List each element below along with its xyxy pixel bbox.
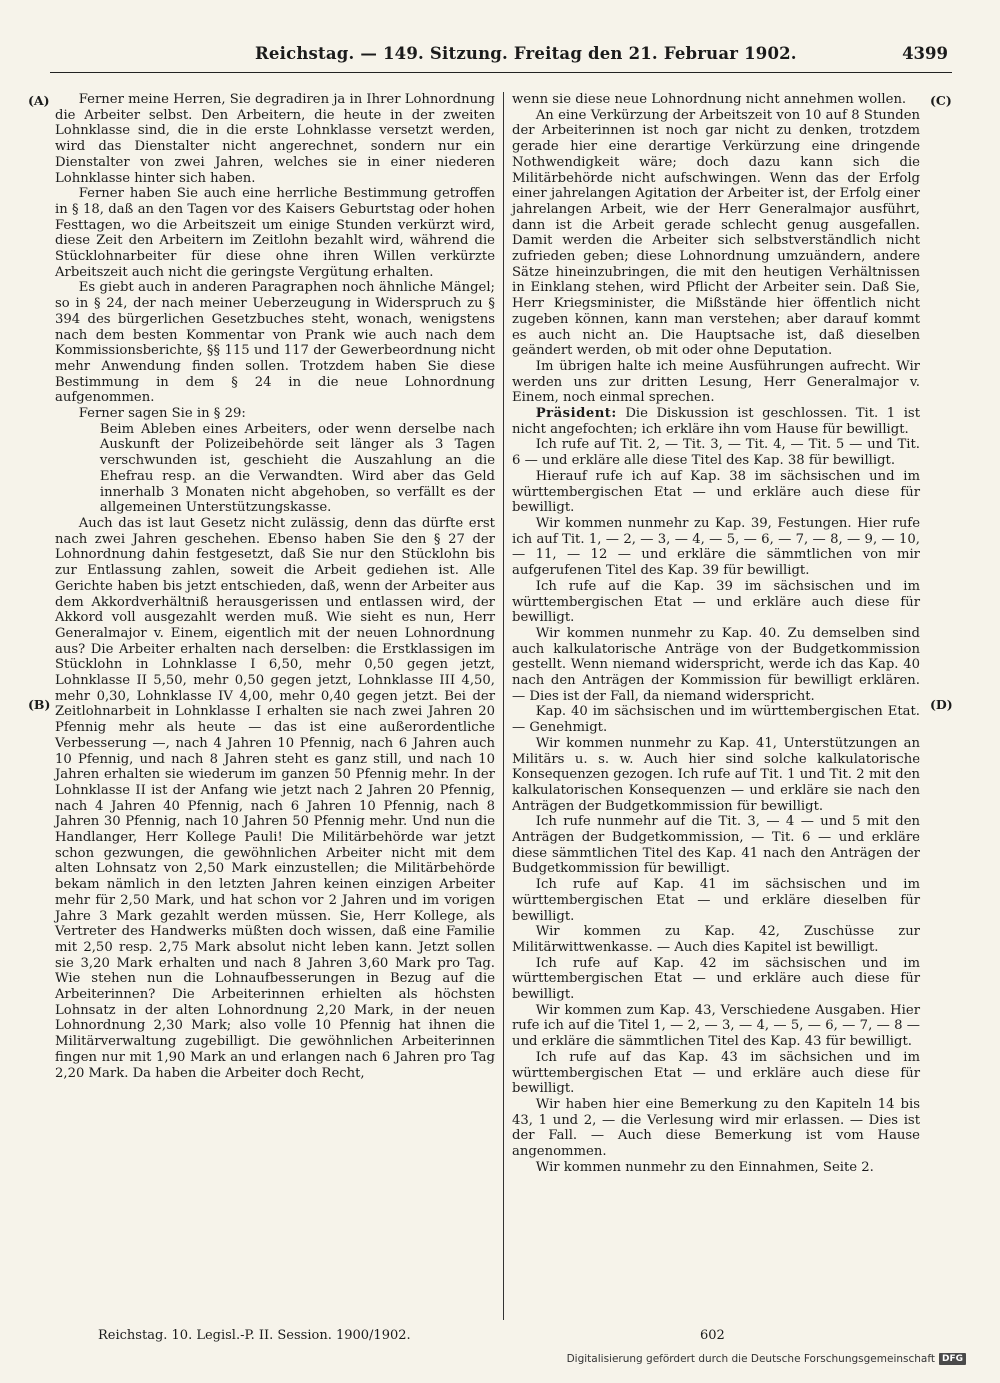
speaker-label: Präsident: [535,406,617,422]
margin-marker-a: (A) [28,93,50,108]
column-divider [503,92,504,1320]
paragraph: Auch das ist laut Gesetz nicht zulässig, denn das dürfte erst nach zwei Jahren geschehen. Ebenso haben Sie den § 27 der Lohnordnung dahin festgesetzt, daß Sie nur den Stücklohn bis zur Entlassung zahlen, soweit die Arbeit gediehen ist. Alle Gerichte haben bis jetzt entschieden, daß, wenn der Arbeiter aus dem Akkordverhältniß herausgerissen und entlassen wird, der Akkord voll ausgezahlt werden muß. Wie sieht es nun, Herr Generalmajor v. Einem, eigentlich mit der neuen Lohnordnung aus? Die Arbeiter erhalten nach derselben: die Erstklassigen im Stücklohn in Lohnklasse I 6,50, mehr 0,50 gegen jetzt, Lohnklasse II 5,50, mehr 0,50 gegen jetzt, Lohnklasse III 4,50, mehr 0,30, Lohnklasse IV 4,00, mehr 0,40 gegen jetzt. Bei der Zeitlohnarbeit in Lohnklasse I erhalten sie nach zwei Jahren 20 Pfennig mehr als heute — das ist eine außerordentliche Verbesserung —, nach 4 Jahren 10 Pfennig, nach 6 Jahren auch 10 Pfennig, und nach 8 Jahren steht es ganz still, und nach 10 Jahren erhalten sie wiederum im ganzen 50 Pfennig mehr. In der Lohnklasse II ist der Anfang wie jetzt nach 2 Jahren 20 Pfennig, nach 4 Jahren 40 Pfennig, nach 6 Jahren 10 Pfennig, nach 8 Jahren 30 Pfennig, nach 10 Jahren 50 Pfennig mehr. Und nun die Handlanger, Herr Kollege Pauli! Die Militärbehörde war jetzt schon gezwungen, die gewöhnlichen Arbeiter nicht mit dem alten Lohnsatz von 2,50 Mark einzustellen; die Militärbehörde bekam nämlich in den letzten Jahren keinen einzigen Arbeiter mehr für 2,50 Mark, und hat schon vor 2 Jahren und im vorigen Jahre 3 Mark gezahlt werden müssen. Sie, Herr Kollege, als Vertreter des Handwerks müßten doch wissen, daß eine Familie mit 2,50 resp. 2,75 Mark absolut nicht leben kann. Jetzt sollen sie 3,20 Mark erhalten und nach 8 Jahren 3,60 Mark pro Tag. Wie stehen nun die Lohnaufbesserungen in Bezug auf die Arbeiterinnen? Die Arbeiterinnen erhielten als höchsten Lohnsatz in der alten Lohnordnung 2,20 Mark, in der neuen Lohnordnung 2,30 Mark; also volle 10 Pfennig hat ihnen die Militärverwaltung zugebilligt. Die gewöhnlichen Arbeiterinnen fingen nur mit 1,90 Mark an und erlangen nach 6 Jahren pro Tag 2,20 Mark. Da haben die Arbeiter doch Recht, [55,515,495,1081]
paragraph: Wir kommen nunmehr zu Kap. 41, Unterstützungen an Militärs u. s. w. Auch hier sind solche kalkulatorische Konsequenzen gezogen. Ich rufe auf Tit. 1 und Tit. 2 mit den kalkulatorischen Konsequenzen — und erkläre sie nach den Anträgen der Budgetkommission für bewilligt. [512,735,920,814]
quotation: Beim Ableben eines Arbeiters, oder wenn derselbe nach Auskunft der Polizeibehörde seit länger als 3 Tagen verschwunden ist, geschieht die Auszahlung an die Ehefrau resp. an die Verwandten. Wird aber das Geld innerhalb 3 Monaten nicht abgehoben, so verfällt es der allgemeinen Unterstützungskasse. [99,421,495,516]
margin-marker-d: (D) [930,697,953,712]
paragraph: Wir kommen nunmehr zu den Einnahmen, Seite 2. [535,1159,874,1175]
margin-marker-c: (C) [930,93,952,108]
president-statement [512,406,920,437]
paragraph: Ich rufe auf die Kap. 39 im sächsischen und im württembergischen Etat — und erkläre auch diese für bewilligt. [512,578,920,626]
paragraph: Ferner meine Herren, Sie degradiren ja in Ihrer Lohnordnung die Arbeiter selbst. Den Arbeitern, die heute in der zweiten Lohnklasse sind, die in die erste Lohnklasse versetzt werden, wird das Dienstalter nicht angerechnet, sondern nur ein Dienstalter von zwei Jahren, welches sie in einer niederen Lohnklasse hinter sich haben. [55,92,495,186]
paragraph: Ich rufe auf Tit. 2, — Tit. 3, — Tit. 4, — Tit. 5 — und Tit. 6 — und erkläre alle diese Titel des Kap. 38 für bewilligt. [512,437,920,469]
digitization-credit [567,1353,966,1365]
digitization-note: Digitalisierung gefördert durch die Deutsche Forschungsgemeinschaft [566,1353,935,1365]
paragraph: Wir kommen zu Kap. 42, Zuschüsse zur Militärwittwenkasse. — Auch dies Kapitel ist bewilligt. [512,924,920,955]
header-title: Reichstag. — 149. Sitzung. Freitag den 21. Februar 1902. [255,44,797,63]
paragraph: Ich rufe nunmehr auf die Tit. 3, — 4 — und 5 mit den Anträgen der Budgetkommission, — Tit. 6 — und erkläre diese sämmtlichen Titel des Kap. 41 nach den Anträgen der Budgetkommission für bewilligt. [512,814,920,877]
paragraph: Wir haben hier eine Bemerkung zu den Kapiteln 14 bis 43, 1 und 2, — die Verlesung wird mir erlassen. — Dies ist der Fall. — Auch diese Bemerkung ist vom Hause angenommen. [512,1097,920,1160]
paragraph: wenn sie diese neue Lohnordnung nicht annehmen wollen. [512,92,907,107]
dfg-logo-icon: DFG [939,1353,966,1365]
statement-text: Die Diskussion ist geschlossen. Tit. 1 ist nicht angefochten; ich erkläre ihn vom Hause für bewilligt. [512,406,920,437]
paragraph: Ferner haben Sie auch eine herrliche Bestimmung getroffen in § 18, daß an den Tagen vor des Kaisers Geburtstag oder hohen Festtagen, wo die Arbeitszeit um einige Stunden verkürzt wird, diese Zeit den Arbeitern im Zeitlohn bezahlt wird, während die Stücklohnarbeiter für diese ohne ihren Willen verkürzte Arbeitszeit auch nicht die geringste Vergütung erhalten. [55,186,495,280]
page-number: 4399 [902,44,948,63]
paragraph: Im übrigen halte ich meine Ausführungen aufrecht. Wir werden uns zur dritten Lesung, Herr Generalmajor v. Einem, noch einmal sprechen. [512,358,920,406]
paragraph: Ferner sagen Sie in § 29: [78,406,246,422]
left-column [55,92,495,1081]
paragraph: Wir kommen zum Kap. 43, Verschiedene Ausgaben. Hier rufe ich auf die Titel 1, — 2, — 3, — 4, — 5, — 6, — 7, — 8 — und erkläre die sämmtlichen Titel des Kap. 43 für bewilligt. [512,1002,920,1050]
paragraph: Ich rufe auf Kap. 41 im sächsischen und im württembergischen Etat — und erkläre dieselben für bewilligt. [512,877,920,924]
right-column [512,92,920,1176]
paragraph: Es giebt auch in anderen Paragraphen noch ähnliche Mängel; so in § 24, der nach meiner Ueberzeugung in Widerspruch zu § 394 des bürgerlichen Gesetzbuches steht, wonach, wenigstens nach dem besten Kommentar von Prank wie auch nach dem Kommissionsberichte, §§ 115 und 117 der Gewerbeordnung nicht mehr Anwendung finden sollen. Trotzdem haben Sie diese Bestimmung in dem § 24 in die neue Lohnordnung aufgenommen. [55,280,495,406]
paragraph: An eine Verkürzung der Arbeitszeit von 10 auf 8 Stunden der Arbeiterinnen ist noch gar nicht zu denken, trotzdem gerade hier eine derartige Verkürzung eine dringende Nothwendigkeit wäre; doch dazu kann sich die Militärbehörde nicht aufschwingen. Wenn das der Erfolg einer jahrelangen Agitation der Arbeiter ist, der Erfolg einer jahrelangen Arbeit, wie der Herr Generalmajor ausführt, dann ist die Arbeit gerade schlecht genug ausgefallen. Damit werden die Arbeiter sich selbstverständlich nicht zufrieden geben; diese Lohnordnung umzuändern, andere Sätze hineinzubringen, die mit den heutigen Verhältnissen in Einklang stehen, wird Pflicht der Arbeiter sein. Daß Sie, Herr Kriegsminister, die Mißstände hier öffentlich nicht zugeben können, kann man verstehen; aber darauf kommt es auch nicht an. Die Hauptsache ist, daß dieselben geändert werden, ob mit oder ohne Deputation. [512,107,920,359]
paragraph: Kap. 40 im sächsischen und im württembergischen Etat. — Genehmigt. [512,704,920,736]
sheet-number: 602 [700,1328,725,1343]
header-rule [50,72,952,73]
margin-marker-b: (B) [28,697,51,712]
session-footer: Reichstag. 10. Legisl.-P. II. Session. 1900/1902. [98,1328,411,1343]
paragraph: Wir kommen nunmehr zu Kap. 40. Zu demselben sind auch kalkulatorische Anträge von der Budgetkommission gestellt. Wenn niemand widerspricht, werde ich das Kap. 40 nach den Anträgen der Kommission für bewilligt erklären. — Dies ist der Fall, da niemand widerspricht. [512,625,920,704]
paragraph: Hierauf rufe ich auf Kap. 38 im sächsischen und im württembergischen Etat — und erkläre auch diese für bewilligt. [512,468,920,516]
paragraph: Ich rufe auf Kap. 42 im sächsischen und im württembergischen Etat — und erkläre auch diese für bewilligt. [512,955,920,1003]
paragraph: Ich rufe auf das Kap. 43 im sächsichen und im württembergischen Etat — und erkläre auch diese für bewilligt. [512,1049,920,1097]
paragraph: Wir kommen nunmehr zu Kap. 39, Festungen. Hier rufe ich auf Tit. 1, — 2, — 3, — 4, — 5, — 6, — 7, — 8, — 9, — 10, — 11, — 12 — und erkläre die sämmtlichen von mir aufgerufenen Titel des Kap. 39 für bewilligt. [512,515,920,579]
